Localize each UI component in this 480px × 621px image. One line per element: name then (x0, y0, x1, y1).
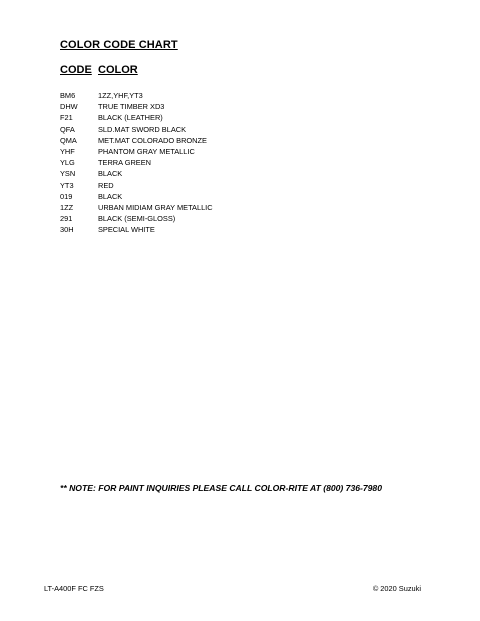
color-code: QFA (60, 124, 75, 134)
color-code: 019 (60, 191, 73, 201)
color-name: BLACK (SEMI-GLOSS) (98, 214, 176, 224)
color-code: 1ZZ (60, 202, 74, 212)
paint-inquiry-note: ** NOTE: FOR PAINT INQUIRIES PLEASE CALL COLOR-RITE AT (800) 736-7980 (60, 483, 382, 493)
color-code: 30H (60, 225, 74, 235)
color-code: QMA (60, 135, 77, 145)
color-column-header: COLOR (98, 64, 138, 76)
color-code: YHF (60, 146, 75, 156)
color-name: BLACK (98, 169, 123, 179)
color-name: PHANTOM GRAY METALLIC (98, 146, 195, 156)
color-code: DHW (60, 102, 78, 112)
color-code: YLG (60, 158, 75, 168)
color-name: SLD.MAT SWORD BLACK (98, 124, 187, 134)
color-code: YSN (60, 169, 76, 179)
footer-copyright: © 2020 Suzuki (372, 584, 421, 593)
color-code: BM6 (60, 91, 76, 100)
color-name: URBAN MIDIAM GRAY METALLIC (98, 202, 213, 212)
color-code: F21 (60, 113, 73, 123)
color-code: 291 (60, 214, 73, 224)
color-name: TERRA GREEN (98, 158, 151, 168)
color-name: TRUE TIMBER XD3 (98, 102, 165, 112)
color-name: RED (98, 180, 114, 190)
color-name: MET.MAT COLORADO BRONZE (98, 135, 207, 145)
page-title: COLOR CODE CHART (60, 39, 178, 51)
footer-model: LT-A400F FC FZS (44, 584, 104, 593)
color-name: 1ZZ,YHF,YT3 (98, 91, 143, 100)
color-name: BLACK (LEATHER) (98, 113, 163, 123)
color-name: SPECIAL WHITE (98, 225, 155, 235)
color-name: BLACK (98, 191, 123, 201)
code-column-header: CODE (60, 64, 92, 76)
color-code: YT3 (60, 180, 74, 190)
